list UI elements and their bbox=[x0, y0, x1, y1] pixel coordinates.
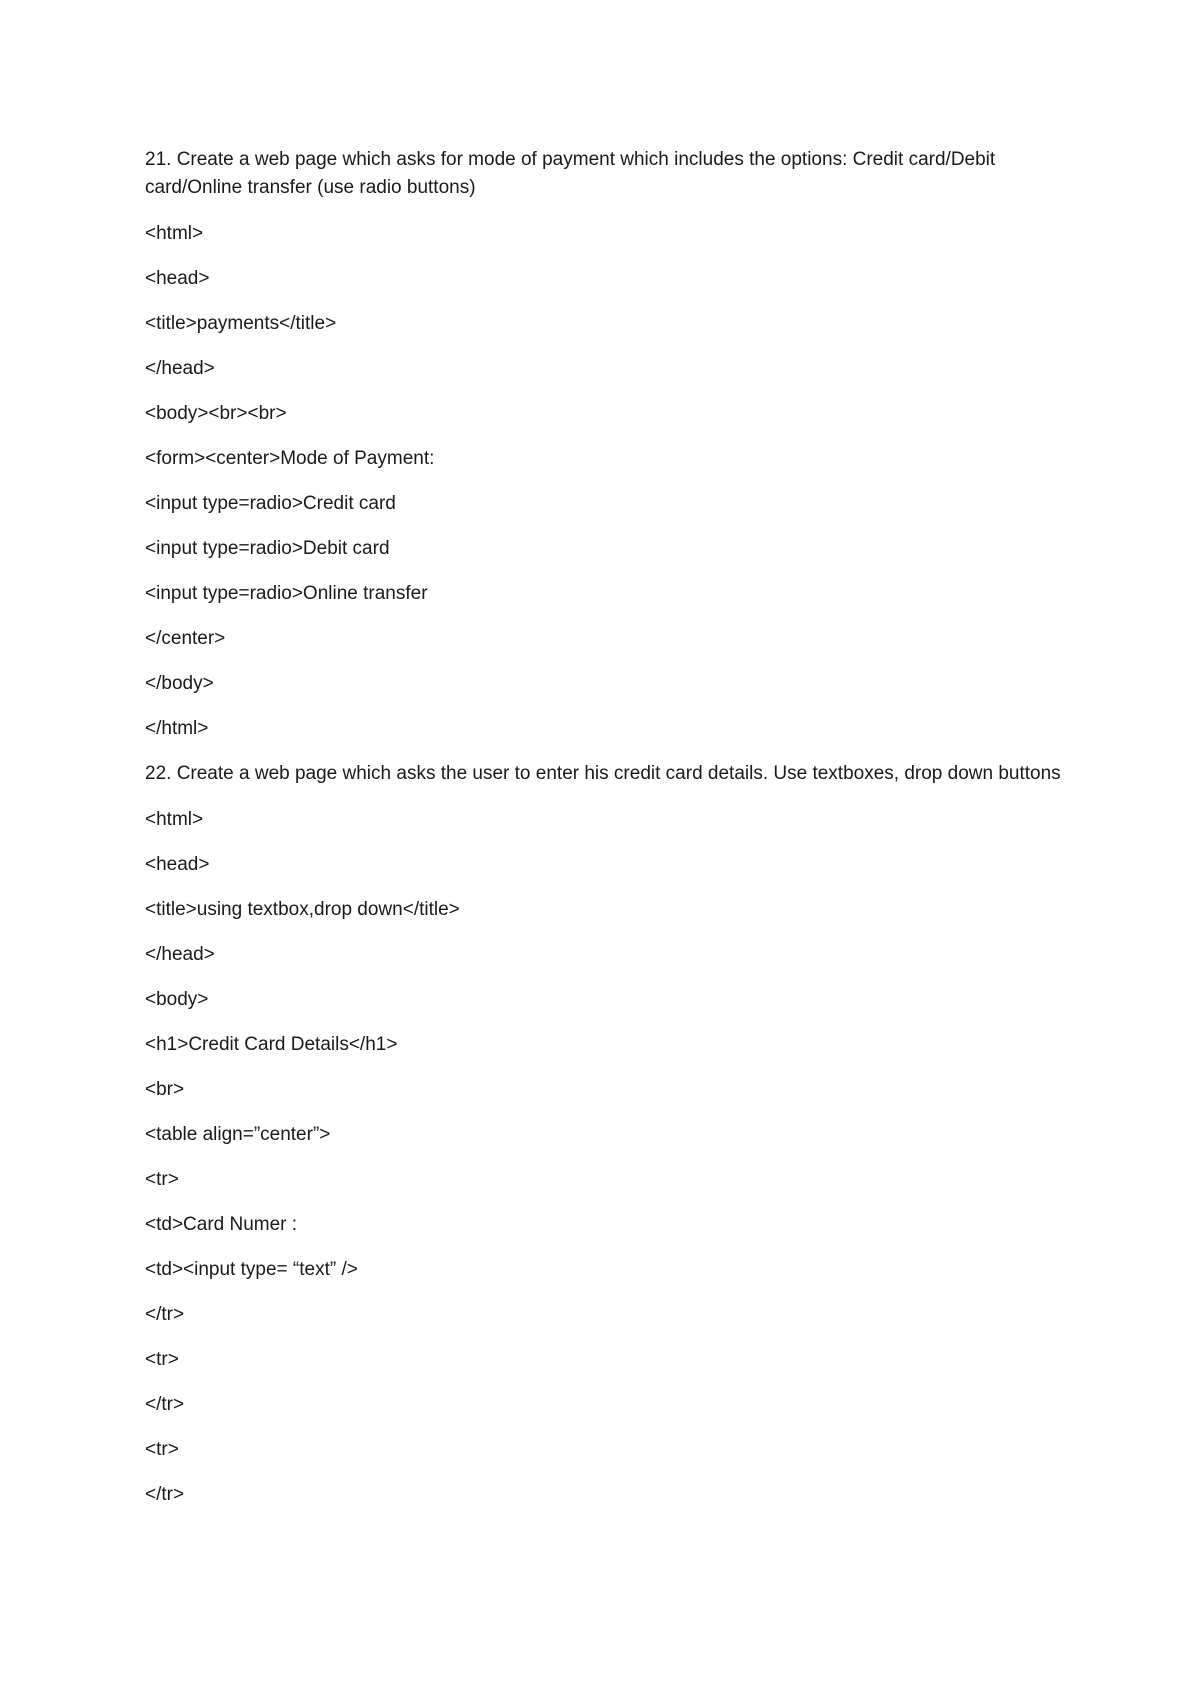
code-line: </tr> bbox=[145, 1304, 185, 1325]
code-line: <td><input type= “text” /> bbox=[145, 1259, 358, 1280]
code-line: <tr> bbox=[145, 1439, 179, 1460]
code-line: <input type=radio>Credit card bbox=[145, 493, 396, 514]
code-line: </head> bbox=[145, 944, 215, 965]
code-line: <html> bbox=[145, 223, 204, 244]
code-line: <body> bbox=[145, 989, 209, 1010]
code-line: <form><center>Mode of Payment: bbox=[145, 448, 435, 469]
code-line: <tr> bbox=[145, 1349, 179, 1370]
code-line: <head> bbox=[145, 854, 210, 875]
code-line: </tr> bbox=[145, 1484, 185, 1505]
code-line: </body> bbox=[145, 673, 214, 694]
code-line: <body><br><br> bbox=[145, 403, 287, 424]
code-line: <h1>Credit Card Details</h1> bbox=[145, 1034, 398, 1055]
code-line: </head> bbox=[145, 358, 215, 379]
code-line: <title>using textbox,drop down</title> bbox=[145, 899, 460, 920]
code-line: <input type=radio>Online transfer bbox=[145, 583, 428, 604]
question-22-code bbox=[145, 806, 1065, 1509]
question-21-prompt: 21. Create a web page which asks for mode of payment which includes the options: Credit card/Debit card/Online transfer (use radio buttons) bbox=[145, 149, 996, 198]
code-line: <td>Card Numer : bbox=[145, 1214, 298, 1235]
question-22-prompt: 22. Create a web page which asks the user to enter his credit card details. Use textboxes, drop down buttons bbox=[145, 763, 1061, 784]
code-line: <table align=”center”> bbox=[145, 1124, 331, 1145]
code-line: <input type=radio>Debit card bbox=[145, 538, 390, 559]
code-line: <html> bbox=[145, 809, 204, 830]
code-line: <head> bbox=[145, 268, 210, 289]
code-line: <br> bbox=[145, 1079, 185, 1100]
code-line: <title>payments</title> bbox=[145, 313, 337, 334]
document-body bbox=[145, 146, 1065, 1509]
code-line: </center> bbox=[145, 628, 226, 649]
question-21-code bbox=[145, 220, 1065, 760]
code-line: </tr> bbox=[145, 1394, 185, 1415]
code-line: </html> bbox=[145, 718, 209, 739]
code-line: <tr> bbox=[145, 1169, 179, 1190]
